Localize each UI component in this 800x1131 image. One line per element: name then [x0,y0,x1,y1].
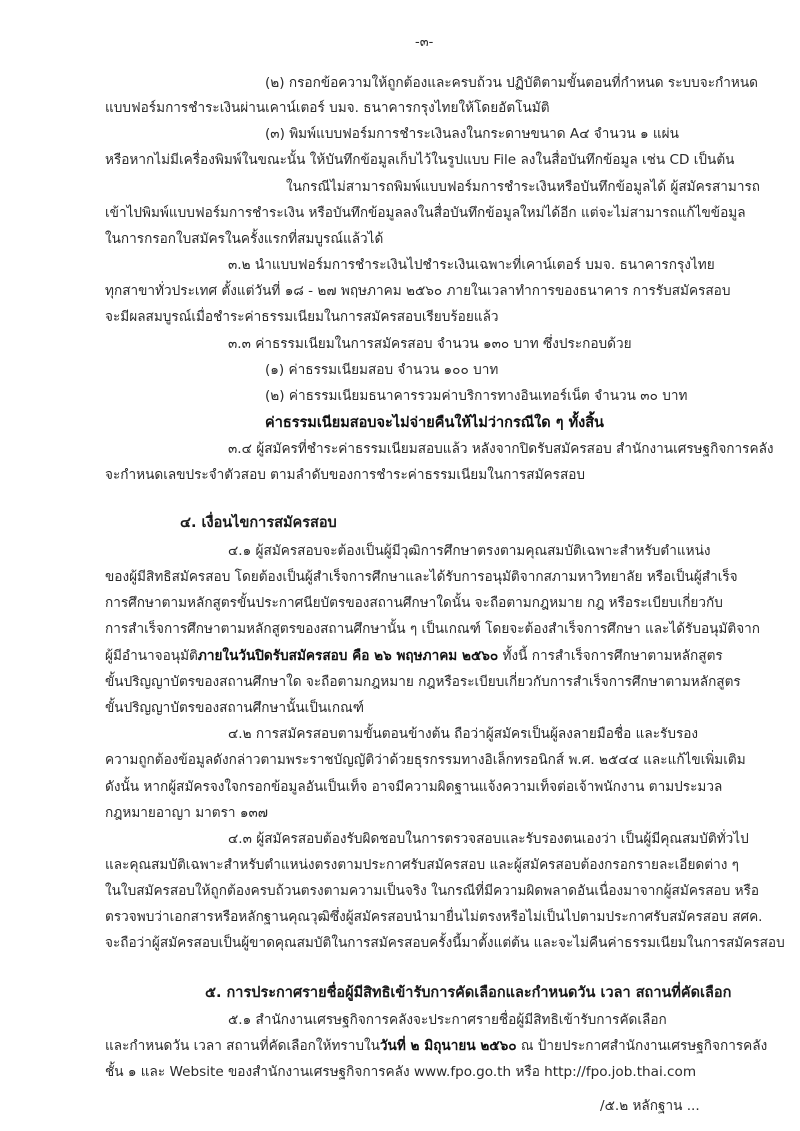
text-line: ชั้น ๑ และ Website ของสำนักงานเศรษฐกิจการคลัง www.fpo.go.th หรือ http://fpo.job.thai.com [105,1064,697,1080]
section-3-4: ๓.๔ ผู้สมัครที่ชำระค่าธรรมเนียมสอบแล้ว หลังจากปิดรับสมัครสอบ สำนักงานเศรษฐกิจการคลัง [228,441,774,457]
text-line: ขั้นปริญญาบัตรของสถานศึกษาใด จะถือตามกฎหมาย กฎหรือระเบียบเกี่ยวกับการสำเร็จการศึกษาตามหลักสูตร [105,674,741,690]
text-line: จะกำหนดเลขประจำตัวสอบ ตามลำดับของการชำระค่าธรรมเนียมในการสมัครสอบ [105,467,586,483]
closing-date-bold: ภายในวันปิดรับสมัครสอบ คือ ๒๖ พฤษภาคม ๒๕๖๐ [197,648,499,664]
text-line: ตรวจพบว่าเอกสารหรือหลักฐานคุณวุฒิซึ่งผู้สมัครสอบนำมายื่นไม่ตรงหรือไม่เป็นไปตามประกาศรับสมัครสอบ สศค. [105,909,763,925]
section-4-3: ๔.๓ ผู้สมัครสอบต้องรับผิดชอบในการตรวจสอบและรับรองตนเองว่า เป็นผู้มีคุณสมบัติทั่วไป [228,831,749,847]
text-line: ของผู้มีสิทธิสมัครสอบ โดยต้องเป็นผู้สำเร็จการศึกษาและได้รับการอนุมัติจากสภามหาวิทยาลัย หรือเป็นผู้สำเร็จ [105,569,738,585]
text-line: ทุกสาขาทั่วประเทศ ตั้งแต่วันที่ ๑๘ - ๒๗ พฤษภาคม ๒๕๖๐ ภายในเวลาทำการของธนาคาร การรับสมัครสอบ [105,283,731,299]
text-segment: ทั้งนี้ การสำเร็จการศึกษาตามหลักสูตร [498,648,723,664]
text-line: และคุณสมบัติเฉพาะสำหรับตำแหน่งตรงตามประกาศรับสมัครสอบ และผู้สมัครสอบต้องกรอกรายละเอียดต่าง ๆ [105,857,739,873]
text-line: ในใบสมัครสอบให้ถูกต้องครบถ้วนตรงตามความเป็นจริง ในกรณีที่มีความผิดพลาดอันเนื่องมาจากผู้สมัครสอบ หรือ [105,883,760,899]
section-5-heading: ๕. การประกาศรายชื่อผู้มีสิทธิเข้ารับการคัดเลือกและกำหนดวัน เวลา สถานที่คัดเลือก [205,985,732,1001]
text-line: ความถูกต้องข้อมูลดังกล่าวตามพระราชบัญญัติว่าด้วยธุรกรรมทางอิเล็กทรอนิกส์ พ.ศ. ๒๕๔๔ และแก้ไขเพิ่มเติม [105,752,746,768]
text-line: ดังนั้น หากผู้สมัครจงใจกรอกข้อมูลอันเป็นเท็จ อาจมีความผิดฐานแจ้งความเท็จต่อเจ้าพนักงาน ตามประมวล [105,779,723,795]
text-line: กฎหมายอาญา มาตรา ๑๓๗ [105,805,269,821]
text-line: ในการกรอกใบสมัครในครั้งแรกที่สมบูรณ์แล้วได้ [105,231,384,247]
section-5-1: ๕.๑ สำนักงานเศรษฐกิจการคลังจะประกาศรายชื่อผู้มีสิทธิเข้ารับการคัดเลือก [228,1012,667,1028]
text-line: หรือหากไม่มีเครื่องพิมพ์ในขณะนั้น ให้บันทึกข้อมูลเก็บไว้ในรูปแบบ File ลงในสื่อบันทึกข้อมูล เช่น CD เป็นต้น [105,152,735,168]
text-line: การสำเร็จการศึกษาตามหลักสูตรของสถานศึกษานั้น ๆ เป็นเกณฑ์ โดยจะต้องสำเร็จการศึกษา และได้รับอนุมัติจาก [105,621,761,637]
text-line: การศึกษาตามหลักสูตรขั้นประกาศนียบัตรของสถานศึกษาใดนั้น จะถือตามกฎหมาย กฎ หรือระเบียบเกี่ยวกับ [105,595,723,611]
text-line: จะมีผลสมบูรณ์เมื่อชำระค่าธรรมเนียมในการสมัครสอบเรียบร้อยแล้ว [105,309,499,325]
text-segment: และกำหนดวัน เวลา สถานที่คัดเลือกให้ทราบใน [105,1038,380,1054]
text-segment: ณ ป้ายประกาศสำนักงานเศรษฐกิจการคลัง [516,1038,768,1054]
section-3-3: ๓.๓ ค่าธรรมเนียมในการสมัครสอบ จำนวน ๑๓๐ บาท ซึ่งประกอบด้วย [228,336,632,352]
section-4-2: ๔.๒ การสมัครสอบตามขั้นตอนข้างต้น ถือว่าผู้สมัครเป็นผู้ลงลายมือชื่อ และรับรอง [228,726,699,742]
text-line: (๓) พิมพ์แบบฟอร์มการชำระเงินลงในกระดาษขนาด A๔ จำนวน ๑ แผ่น [265,126,679,142]
section-4-heading: ๔. เงื่อนไขการสมัครสอบ [180,515,337,531]
page-number: -๓- [415,35,434,50]
text-line [105,1037,767,1055]
text-line: (๒) กรอกข้อความให้ถูกต้องและครบถ้วน ปฏิบัติตามขั้นตอนที่กำหนด ระบบจะกำหนด [265,75,758,91]
text-line: ในกรณีไม่สามารถพิมพ์แบบฟอร์มการชำระเงินหรือบันทึกข้อมูลได้ ผู้สมัครสามารถ [286,179,761,195]
text-line [105,647,723,665]
fee-item-1: (๑) ค่าธรรมเนียมสอบ จำนวน ๑๐๐ บาท [265,362,499,378]
text-segment: ผู้มีอำนาจอนุมัติ [105,648,198,664]
text-line: แบบฟอร์มการชำระเงินผ่านเคาน์เตอร์ บมจ. ธนาคารกรุงไทยให้โดยอัตโนมัติ [105,100,550,116]
section-4-1: ๔.๑ ผู้สมัครสอบจะต้องเป็นผู้มีวุฒิการศึกษาตรงตามคุณสมบัติเฉพาะสำหรับตำแหน่ง [228,543,711,559]
fee-item-2: (๒) ค่าธรรมเนียมธนาคารรวมค่าบริการทางอินเทอร์เน็ต จำนวน ๓๐ บาท [265,388,688,404]
no-refund-notice: ค่าธรรมเนียมสอบจะไม่จ่ายคืนให้ไม่ว่ากรณีใด ๆ ทั้งสิ้น [265,415,604,431]
continuation-footer: /๕.๒ หลักฐาน ... [600,1098,700,1114]
section-3-2: ๓.๒ นำแบบฟอร์มการชำระเงินไปชำระเงินเฉพาะที่เคาน์เตอร์ บมจ. ธนาคารกรุงไทย [228,257,715,273]
announce-date-bold: วันที่ ๒ มิถุนายน ๒๕๖๐ [379,1038,517,1054]
text-line: ขั้นปริญญาบัตรของสถานศึกษานั้นเป็นเกณฑ์ [105,700,364,716]
text-line: จะถือว่าผู้สมัครสอบเป็นผู้ขาดคุณสมบัติในการสมัครสอบครั้งนี้มาตั้งแต่ต้น และจะไม่คืนค่าธรรมเนียมในการสมัครสอบ [105,935,785,951]
text-line: เข้าไปพิมพ์แบบฟอร์มการชำระเงิน หรือบันทึกข้อมูลลงในสื่อบันทึกข้อมูลใหม่ได้อีก แต่จะไม่สามารถแก้ไขข้อมูล [105,205,746,221]
